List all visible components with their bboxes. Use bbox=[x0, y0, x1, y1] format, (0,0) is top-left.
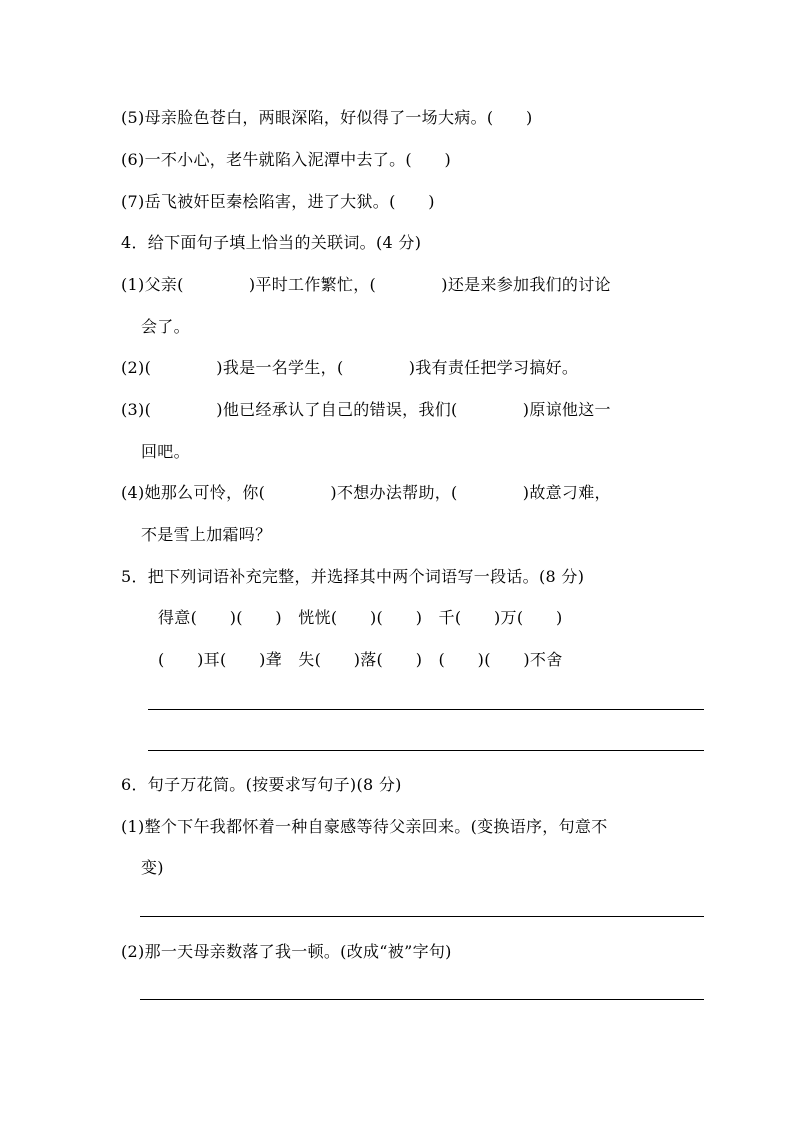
q5-answer-line-1[interactable] bbox=[148, 709, 704, 710]
q5-answer-line-2[interactable] bbox=[148, 750, 704, 751]
q4-heading: 4．给下面句子填上恰当的关联词。(4 分) bbox=[121, 233, 422, 252]
q5-heading: 5．把下列词语补充完整，并选择其中两个词语写一段话。(8 分) bbox=[121, 567, 585, 586]
q6-item-1-line1: (1)整个下午我都怀着一种自豪感等待父亲回来。(变换语序，句意不 bbox=[121, 817, 608, 836]
q5-words-row-1: 得意( )( ) 恍恍( )( ) 千( )万( ) bbox=[158, 608, 563, 627]
q6-item-2: (2)那一天母亲数落了我一顿。(改成“被”字句) bbox=[121, 942, 452, 961]
q3-item-5: (5)母亲脸色苍白，两眼深陷，好似得了一场大病。( ) bbox=[121, 108, 533, 127]
q6-heading: 6．句子万花筒。(按要求写句子)(8 分) bbox=[121, 775, 402, 794]
q4-item-4-line2: 不是雪上加霜吗？ bbox=[141, 525, 272, 544]
q4-item-1-line2: 会了。 bbox=[141, 317, 190, 336]
q4-item-3-line2: 回吧。 bbox=[141, 442, 190, 461]
q4-item-3-line1: (3)( )他已经承认了自己的错误，我们( )原谅他这一 bbox=[121, 400, 611, 419]
q6-item-2-answer-line[interactable] bbox=[140, 999, 704, 1000]
q4-item-2: (2)( )我是一名学生，( )我有责任把学习搞好。 bbox=[121, 358, 579, 377]
q4-item-4-line1: (4)她那么可怜，你( )不想办法帮助，( )故意刁难， bbox=[121, 483, 611, 502]
q3-item-6: (6)一不小心，老牛就陷入泥潭中去了。( ) bbox=[121, 150, 452, 169]
q6-item-1-line2: 变) bbox=[141, 858, 164, 877]
q6-item-1-answer-line[interactable] bbox=[140, 916, 704, 917]
q5-words-row-2: ( )耳( )聋 失( )落( ) ( )( )不舍 bbox=[158, 650, 563, 669]
q3-item-7: (7)岳飞被奸臣秦桧陷害，进了大狱。( ) bbox=[121, 192, 435, 211]
q4-item-1-line1: (1)父亲( )平时工作繁忙，( )还是来参加我们的讨论 bbox=[121, 275, 611, 294]
